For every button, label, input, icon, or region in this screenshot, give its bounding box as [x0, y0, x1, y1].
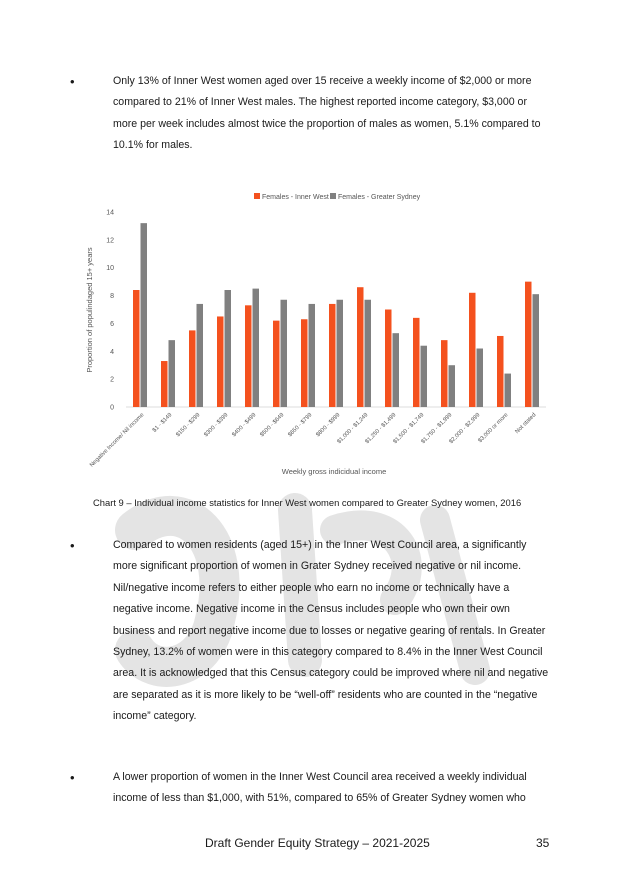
legend-label-greater-sydney: Females - Greater Sydney: [338, 194, 421, 201]
x-axis-label: Weekly gross indicidual income: [281, 467, 387, 476]
y-tick-label: 6: [110, 320, 114, 328]
bar-inner-west: [245, 305, 252, 407]
y-tick-label: 2: [110, 376, 114, 384]
bullet-dot-icon: •: [70, 538, 75, 553]
bar-inner-west: [161, 361, 168, 407]
bar-greater-sydney: [281, 300, 288, 407]
y-tick-label: 0: [110, 404, 114, 412]
x-tick-label: Not stated: [514, 412, 538, 436]
x-tick-label: $500 - $649: [259, 412, 286, 439]
x-tick-label: $800 - $999: [315, 412, 342, 439]
x-tick-label: $1,750 - $1,999: [420, 412, 454, 446]
bar-inner-west: [301, 319, 308, 407]
footer-title: Draft Gender Equity Strategy – 2021-2025: [205, 836, 430, 850]
bar-inner-west: [217, 316, 224, 407]
bullet-income-2000: [70, 71, 550, 157]
bars: [133, 223, 539, 407]
x-tick-label: $1,500 - $1,749: [392, 412, 426, 446]
bar-greater-sydney: [533, 294, 540, 407]
x-tick-label: $3,000 or more: [477, 412, 510, 445]
bar-greater-sydney: [169, 340, 176, 407]
y-axis-label: Proportion of populindaged 15+ years: [85, 247, 94, 373]
bar-inner-west: [497, 336, 504, 407]
bar-greater-sydney: [225, 290, 232, 407]
bar-inner-west: [357, 287, 364, 407]
bar-inner-west: [189, 330, 196, 407]
y-tick-label: 4: [110, 348, 114, 356]
x-axis: [89, 412, 537, 468]
page-number: 35: [536, 836, 550, 850]
x-tick-label: $1 - $149: [151, 412, 174, 434]
bullet-negative-income: [70, 535, 550, 728]
bullet-text: Only 13% of Inner West women aged over 15 receive a weekly income of $2,000 or more compared to 21% of Inner West males. The highest reported income category, $3,000 or more per week includes almost twice the proportion of males as women, 5.1% compared to 10.1% for males.: [113, 75, 541, 152]
x-tick-label: $1,250 - $1,499: [364, 412, 398, 446]
bar-inner-west: [133, 290, 140, 407]
bar-greater-sydney: [421, 346, 428, 407]
bar-inner-west: [273, 321, 280, 407]
legend-swatch-greater-sydney: [330, 193, 336, 199]
y-axis: [106, 210, 114, 412]
bar-inner-west: [385, 310, 392, 408]
bar-greater-sydney: [365, 300, 372, 407]
bullet-dot-icon: •: [70, 74, 75, 89]
y-tick-label: 14: [106, 209, 114, 217]
y-tick-label: 8: [110, 293, 114, 301]
x-tick-label: $400 - $499: [231, 412, 258, 439]
legend: [254, 193, 421, 201]
bar-greater-sydney: [393, 333, 400, 407]
legend-swatch-inner-west: [254, 193, 260, 199]
bar-greater-sydney: [141, 223, 148, 407]
bullet-income-under-1000: [70, 767, 550, 810]
x-tick-label: $650 - $799: [287, 412, 314, 439]
bullet-text: Compared to women residents (aged 15+) in the Inner West Council area, a significantly more significant proportion of women in Grater Sydney received negative or nil income. Nil/negative income refers to either people who earn no income or technically have a negative income. Negative income in the Census includes people who own their own business and report negative income due to losses or negative gearing of rentals. In Greater Sydney, 13.2% of women were in this category compared to 8.4% in the Inner West Council area. It is acknowledged that this Census category could be improved where nil and negative are separated as it is more likely to be “well-off” residents who are counted in the “negative income” category.: [113, 539, 549, 723]
bar-inner-west: [413, 318, 420, 407]
y-tick-label: 10: [106, 265, 114, 273]
x-tick-label: Negative Income/ Nil income: [89, 412, 146, 469]
x-tick-label: $2,000 - $2,999: [448, 412, 482, 446]
bar-inner-west: [329, 304, 336, 407]
bar-inner-west: [525, 282, 532, 407]
bar-greater-sydney: [449, 365, 456, 407]
bar-greater-sydney: [197, 304, 204, 407]
y-tick-label: 12: [106, 237, 114, 245]
x-tick-label: $150 - $299: [175, 412, 202, 439]
bar-greater-sydney: [505, 374, 512, 407]
bar-greater-sydney: [477, 349, 484, 408]
bar-inner-west: [441, 340, 448, 407]
bullet-text: A lower proportion of women in the Inner West Council area received a weekly individual income of less than $1,000, with 51%, compared to 65% of Greater Sydney women who: [113, 771, 527, 805]
x-tick-label: $1,000 - $1,249: [336, 412, 370, 446]
chart-caption: Chart 9 – Individual income statistics for Inner West women compared to Greater Sydney women, 2016: [93, 497, 522, 508]
bar-greater-sydney: [253, 289, 260, 407]
bar-greater-sydney: [309, 304, 316, 407]
bullet-dot-icon: •: [70, 770, 75, 785]
bar-inner-west: [469, 293, 476, 407]
x-tick-label: $300 - $399: [203, 412, 230, 439]
bar-greater-sydney: [337, 300, 344, 407]
legend-label-inner-west: Females - Inner West: [262, 194, 329, 201]
income-chart: [80, 185, 550, 485]
